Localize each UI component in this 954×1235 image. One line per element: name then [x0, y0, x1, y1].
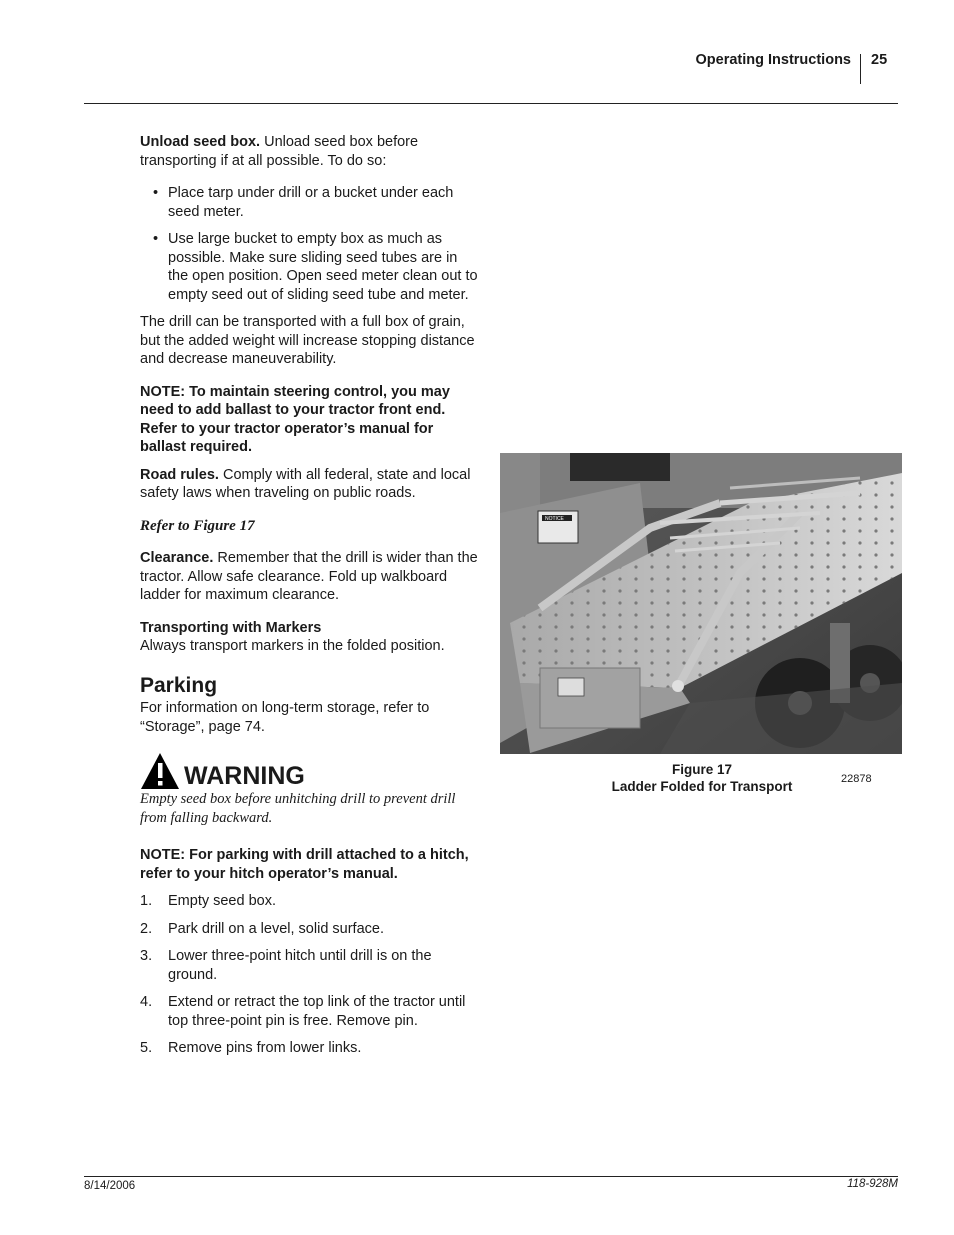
warning-text: Empty seed box before unhitching drill to prevent drill from falling backward. — [140, 791, 456, 826]
step-number: 4. — [140, 994, 153, 1010]
parking-text: For information on long-term storage, refer to “Storage”, page 74. — [140, 700, 430, 735]
bullet-text: Use large bucket to empty box as much as possible. Make sure sliding seed tubes are in the open position. Open seed meter clean out to empty seed out of sliding seed tube and meter. — [168, 231, 478, 303]
step-text: Extend or retract the top link of the tractor until top three-point pin is free. Remove pin. — [168, 994, 466, 1029]
list-item — [140, 892, 478, 911]
step-text: Empty seed box. — [168, 893, 276, 909]
list-item — [140, 230, 478, 304]
clearance-text: Remember that the drill is wider than the tractor. Allow safe clearance. Fold up walkboard ladder for maximum clearance. — [140, 550, 478, 603]
bullet-dot: • — [153, 231, 159, 247]
clearance-paragraph — [140, 549, 478, 605]
notice-decal-text: NOTICE — [545, 516, 564, 522]
ladder-illustration — [500, 453, 902, 754]
hitch-note: NOTE: For parking with drill attached to a hitch, refer to your hitch operator’s manual. — [140, 847, 469, 882]
step-text: Remove pins from lower links. — [168, 1040, 362, 1056]
unload-bullet-list — [140, 184, 478, 304]
footer-document-number: 118-928M — [847, 1178, 898, 1190]
unload-heading: Unload seed box. — [140, 134, 261, 150]
step-number: 2. — [140, 920, 153, 937]
header-divider — [860, 54, 861, 84]
step-number: 5. — [140, 1040, 153, 1056]
figure-caption — [602, 761, 802, 795]
clearance-heading: Clearance. — [140, 550, 214, 566]
figure-label: Figure 17 — [671, 762, 733, 777]
step-number: 3. — [140, 948, 153, 964]
unload-paragraph — [140, 133, 478, 170]
parking-heading: Parking — [140, 673, 218, 697]
warning-triangle-icon — [140, 752, 180, 790]
road-rules-heading: Road rules. — [140, 466, 219, 483]
ballast-note: NOTE: To maintain steering control, you may need to add ballast to your tractor front end. Refer to your tractor operator’s manual for ballast required. — [140, 383, 450, 455]
full-box-paragraph: The drill can be transported with a full box of grain, but the added weight will increase stopping distance and decrease maneuverability. — [140, 314, 475, 367]
text-column — [140, 133, 478, 1067]
warning-title: WARNING — [184, 762, 305, 790]
figure-title: Ladder Folded for Transport — [611, 779, 793, 794]
step-text: Park drill on a level, solid surface. — [168, 920, 384, 937]
step-number: 1. — [140, 893, 153, 909]
list-item — [140, 947, 478, 984]
figure-reference: Refer to Figure 17 — [140, 517, 255, 534]
road-rules-text: Comply with all federal, state and local safety laws when traveling on public roads. — [140, 466, 471, 501]
parking-steps-list — [140, 892, 478, 1058]
section-title: Operating Instructions — [695, 52, 851, 68]
list-item — [140, 184, 478, 221]
top-rule — [84, 103, 898, 104]
list-item — [140, 920, 478, 939]
step-text: Lower three-point hitch until drill is on the ground. — [168, 948, 432, 983]
figure-id: 22878 — [841, 773, 872, 785]
bullet-text: Place tarp under drill or a bucket under each seed meter. — [168, 185, 454, 220]
figure-photo — [500, 453, 902, 754]
footer-date: 8/14/2006 — [84, 1180, 136, 1192]
markers-text: Always transport markers in the folded position. — [140, 638, 445, 654]
list-item — [140, 993, 478, 1030]
warning-heading — [140, 750, 478, 790]
road-rules-paragraph — [140, 466, 478, 503]
markers-heading: Transporting with Markers — [140, 619, 322, 636]
page-number: 25 — [871, 52, 888, 68]
list-item — [140, 1039, 478, 1058]
bullet-dot: • — [153, 185, 159, 201]
bottom-rule — [84, 1176, 898, 1177]
unload-intro: Unload seed box before transporting if at all possible. To do so: — [140, 134, 419, 169]
